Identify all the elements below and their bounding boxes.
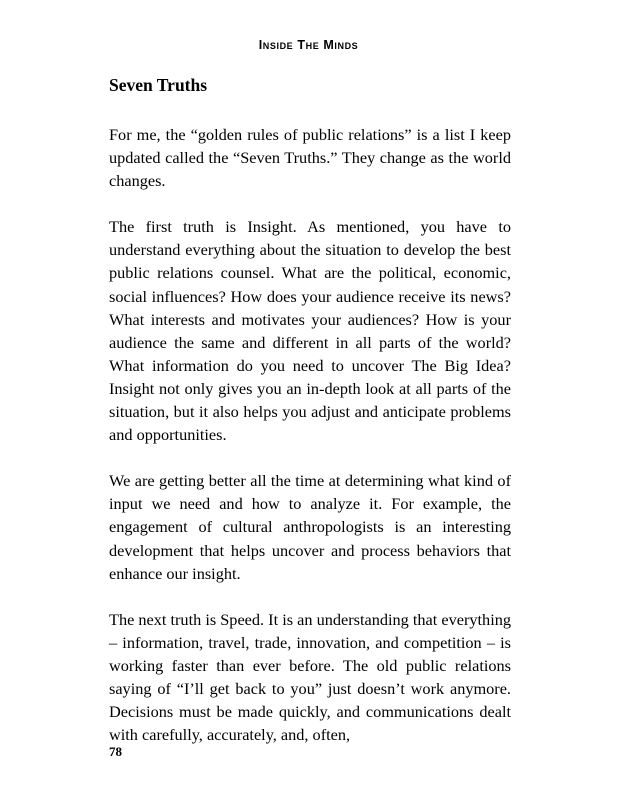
page-body bbox=[109, 74, 511, 769]
page-number: 78 bbox=[109, 744, 122, 759]
paragraph-speed: The next truth is Speed. It is an understanding that everything – information, travel, trade, innovation, and competition – is working faster than ever before. The old public relations saying of “I’ll get back to you” just doesn’t work anymore. Decisions must be made quickly, and communications dealt with carefully, accurately, and, often, bbox=[109, 609, 511, 745]
paragraph-intro: For me, the “golden rules of public relations” is a list I keep updated called the “Seven Truths.” They change as the world changes. bbox=[109, 125, 511, 191]
paragraph-insight: The first truth is Insight. As mentioned, you have to understand everything about the situation to develop the best public relations counsel. What are the political, economic, social influences? How does your audience receive its news? What interests and motivates your audiences? How is your audience the same and different in all parts of the world? What information do you need to uncover The Big Idea? Insight not only gives you an in-depth look at all parts of the situation, but it also helps you adjust and anticipate problems and opportunities. bbox=[109, 217, 511, 445]
section-heading: Seven Truths bbox=[109, 75, 208, 95]
running-header: Inside The Minds bbox=[258, 38, 359, 52]
paragraph-analysis: We are getting better all the time at determining what kind of input we need and how to analyze it. For example, the engagement of cultural anthropologists is an interesting development that helps uncover and process behaviors that enhance our insight. bbox=[109, 471, 511, 583]
